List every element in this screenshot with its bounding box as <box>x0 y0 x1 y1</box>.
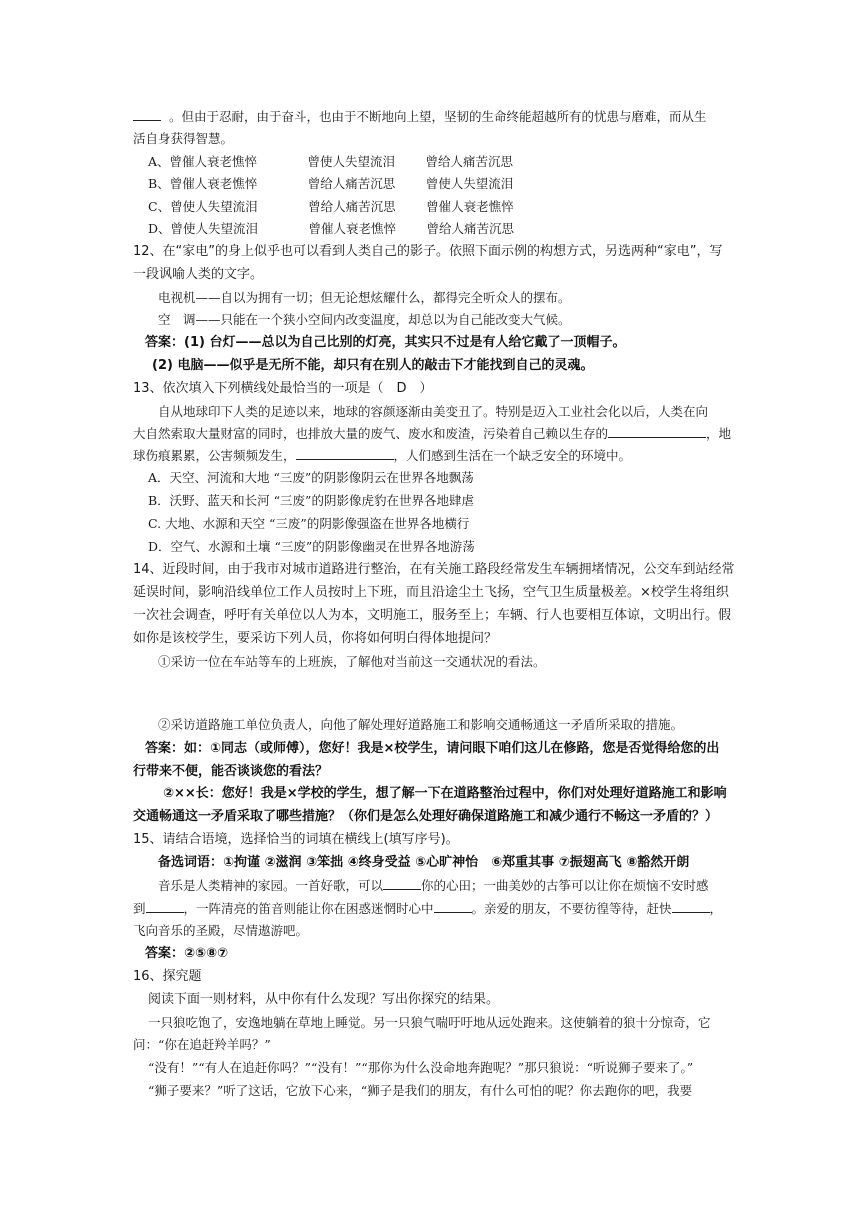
q13-stem: 13、依次填入下列横线处最恰当的一项是（ D ） <box>133 381 433 396</box>
q14-item-1: ①采访一位在车站等车的上班族，了解他对当前这一交通状况的看法。 <box>158 654 546 669</box>
fill-blank <box>146 900 184 913</box>
q11-option-c: C、曾使人失望流泪 曾给人痛苦沉思 曾催人衰老憔悴 <box>148 199 514 214</box>
fill-blank <box>434 900 472 913</box>
q11-text: 。但由于忍耐，由于奋斗，也由于不断地向上望，坚韧的生命终能超越所有的忧患与磨难，而从生 <box>168 109 707 124</box>
q13-passage-line-2: 大自然索取大量财富的同时，也排放大量的废气、废水和废渣，污染着自己赖以生存的 ，地 <box>133 426 732 441</box>
q14-item-2: ②采访道路施工单位负责人，向他了解处理好道路施工和影响交通畅通这一矛盾所采取的措施。 <box>158 717 684 732</box>
q11-option-b: B、曾催人衰老憔悴 曾给人痛苦沉思 曾使人失望流泪 <box>148 176 514 191</box>
q12-example-2: 空 调——只能在一个狭小空间内改变温度，却总以为自己能改变大气候。 <box>158 312 571 327</box>
q15-answer: 答案：②⑤⑧⑦ <box>145 946 229 961</box>
fill-blank <box>133 108 161 121</box>
q12-answer-2: (2) 电脑——似乎是无所不能，却只有在别人的敲击下才能找到自己的灵魂。 <box>152 358 594 373</box>
q15-passage-line-1: 音乐是人类精神的家园。一首好歌，可以 你的心田；一曲美妙的古筝可以让你在烦恼不安时感 <box>158 878 709 893</box>
q15-passage-line-3: 飞向音乐的圣殿，尽情遨游吧。 <box>133 923 309 938</box>
q16-stem: 16、探究题 <box>133 969 202 984</box>
q13-option-c: C. 大地、水源和天空 “三废”的阴影像强盗在世界各地横行 <box>148 516 470 531</box>
q14-stem-line-1: 14、近段时间，由于我市对城市道路进行整治，在有关施工路段经常发生车辆拥堵情况，公交车到站经常 <box>133 562 735 577</box>
q14-answer-line-2: 行带来不便，能否谈谈您的看法？ <box>133 764 329 779</box>
q12-answer-1: 答案：(1) 台灯——总以为自己比别的灯亮，其实只不过是有人给它戴了一顶帽子。 <box>145 335 626 350</box>
q14-stem-line-2: 延误时间，影响沿线单位工作人员按时上下班，而且沿途尘土飞扬，空气卫生质量极差。×校学生将组织 <box>133 585 729 600</box>
q16-story-line-1: 一只狼吃饱了，安逸地躺在草地上睡觉。另一只狼气喘吁吁地从远处跑来。这使躺着的狼十分惊奇，它 <box>148 1015 711 1030</box>
q13-option-d: D．空气、水源和土壤 “三废”的阴影像幽灵在世界各地游荡 <box>148 539 475 554</box>
q13-option-b: B．沃野、蓝天和长河 “三废”的阴影像虎豹在世界各地肆虐 <box>148 493 474 508</box>
q11-stem-line-2: 活自身获得智慧。 <box>133 131 234 146</box>
q14-answer-line-1: 答案：如：①同志（或师傅），您好！我是×校学生，请问眼下咱们这儿在修路，您是否觉得给您的出 <box>145 741 720 756</box>
q16-story-line-3: “没有！”“有人在追赶你吗？”“没有！”“那你为什么没命地奔跑呢？”那只狼说：“听说狮子要来了。” <box>148 1060 694 1075</box>
q13-passage-line-1: 自从地球印下人类的足迹以来，地球的容颜逐渐由美变丑了。特别是迈入工业社会化以后，人类在向 <box>158 404 709 419</box>
q16-intro: 阅读下面一则材料，从中你有什么发现？写出你探究的结果。 <box>148 992 500 1007</box>
q15-passage-line-2: 到 ，一阵清亮的笛音则能让你在困惑迷惘时心中 。亲爱的朋友，不要彷徨等待，赶快 ， <box>133 901 723 916</box>
q12-stem-line-1: 12、在“家电”的身上似乎也可以看到人类自己的影子。依照下面示例的构想方式，另选两种“家电”，写 <box>133 244 723 259</box>
q15-word-bank: 备选词语：①拘谨 ②滋润 ③笨拙 ④终身受益 ⑤心旷神怡 ⑥郑重其事 ⑦振翅高飞 ⑧豁然开朗 <box>158 855 690 870</box>
q16-story-line-2: 问：“你在追赶羚羊吗？” <box>133 1037 271 1052</box>
q16-story-line-4: “狮子要来？”听了这话，它放下心来，“狮子是我们的朋友，有什么可怕的呢？你去跑你的吧，我要 <box>148 1083 693 1098</box>
fill-blank <box>296 447 394 460</box>
q13-option-a: A．天空、河流和大地 “三废”的阴影像阴云在世界各地飘荡 <box>148 470 474 485</box>
q11-stem-line-1 <box>133 108 706 126</box>
q12-stem-line-2: 一段讽喻人类的文字。 <box>133 267 264 282</box>
q13-passage-line-3: 球伤痕累累，公害频频发生， ，人们感到生活在一个缺乏安全的环境中。 <box>133 448 632 463</box>
q14-answer-line-3: ②××长：您好！我是×学校的学生，想了解一下在道路整治过程中，你们对处理好道路施工和影响 <box>163 786 727 801</box>
q15-stem: 15、请结合语境，选择恰当的词填在横线上(填写序号)。 <box>133 832 459 847</box>
q11-option-d: D、曾使人失望流泪 曾催人衰老憔悴 曾给人痛苦沉思 <box>148 221 515 236</box>
q11-option-a: A、曾催人衰老憔悴 曾使人失望流泪 曾给人痛苦沉思 <box>148 154 514 169</box>
fill-blank <box>383 877 421 890</box>
q12-example-1: 电视机——自以为拥有一切；但无论想炫耀什么，都得完全听众人的摆布。 <box>158 290 571 305</box>
q14-stem-line-4: 如你是该校学生，要采访下列人员，你将如何明白得体地提问？ <box>133 631 498 646</box>
q14-stem-line-3: 一次社会调查，呼吁有关单位以人为本，文明施工，服务至上；车辆、行人也要相互体谅，文明出行。假 <box>133 608 732 623</box>
fill-blank <box>608 425 706 438</box>
fill-blank <box>672 900 710 913</box>
q14-answer-line-4: 交通畅通这一矛盾采取了哪些措施？（你们是怎么处理好确保道路施工和减少通行不畅这一矛盾的？） <box>133 809 719 824</box>
